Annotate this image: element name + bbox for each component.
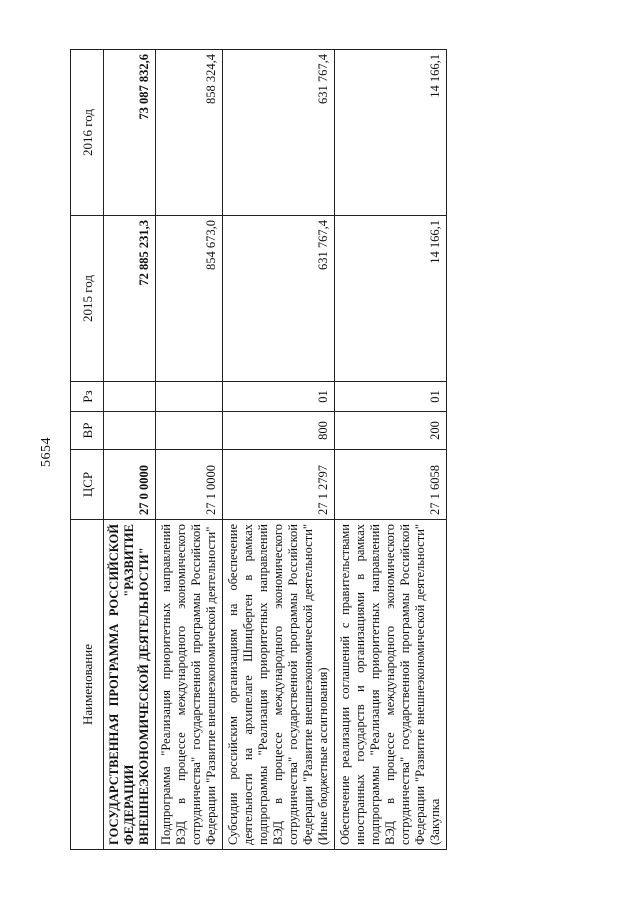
table-row (156, 50, 223, 850)
row-2015: 14 166,1 (335, 216, 447, 382)
row-2015: 72 885 231,3 (104, 216, 156, 382)
row-rz (104, 382, 156, 412)
row-vr: 800 (223, 412, 335, 450)
row-2015: 854 673,0 (156, 216, 223, 382)
header-2015: 2015 год (71, 216, 104, 382)
header-csr: ЦСР (71, 450, 104, 520)
table-row (335, 50, 447, 850)
row-2016: 631 767,4 (223, 50, 335, 216)
row-csr: 27 0 0000 (104, 450, 156, 520)
row-csr: 27 1 2797 (223, 450, 335, 520)
row-vr (104, 412, 156, 450)
table-row (104, 50, 156, 850)
row-csr: 27 1 0000 (156, 450, 223, 520)
header-vr: ВР (71, 412, 104, 450)
header-2016: 2016 год (71, 50, 104, 216)
header-name: Наименование (71, 520, 104, 850)
row-rz (156, 382, 223, 412)
row-name: ГОСУДАРСТВЕННАЯ ПРОГРАММА РОССИЙСКОЙ ФЕДЕРАЦИИ "РАЗВИТИЕ ВНЕШНЕЭКОНОМИЧЕСКОЙ ДЕЯТЕЛЬНОСТИ" (104, 520, 156, 850)
table-row (223, 50, 335, 850)
row-name: Обеспечение реализации соглашений с правительствами иностранных государств и организациями в рамках подпрограммы "Реализация приоритетных направлений ВЭД в процессе международного экономического сотрудничества" государственной программы Российской Федерации "Развитие внешнеэкономической деятельности" (Закупка (335, 520, 447, 850)
row-2016: 14 166,1 (335, 50, 447, 216)
row-name: Субсидии российским организациям на обеспечение деятельности на архипелаге Шпицберген в рамках подпрограммы "Реализация приоритетных направлений ВЭД в процессе международного экономического сотрудничества" государственной программы Российской Федерации "Развитие внешнеэкономической деятельности" (Иные бюджетные ассигнования) (223, 520, 335, 850)
row-2016: 858 324,4 (156, 50, 223, 216)
table-header-row (71, 50, 104, 850)
rotated-table-frame (70, 50, 600, 850)
row-vr (156, 412, 223, 450)
row-2016: 73 087 832,6 (104, 50, 156, 216)
row-name: Подпрограмма "Реализация приоритетных направлений ВЭД в процессе международного экономического сотрудничества" государственной программы Российской Федерации "Развитие внешнеэкономической деятельности" (156, 520, 223, 850)
row-csr: 27 1 6058 (335, 450, 447, 520)
row-rz: 01 (223, 382, 335, 412)
row-vr: 200 (335, 412, 447, 450)
row-rz: 01 (335, 382, 447, 412)
row-2015: 631 767,4 (223, 216, 335, 382)
budget-table (70, 49, 447, 850)
page-number: 5654 (39, 437, 54, 467)
header-rz: Рз (71, 382, 104, 412)
